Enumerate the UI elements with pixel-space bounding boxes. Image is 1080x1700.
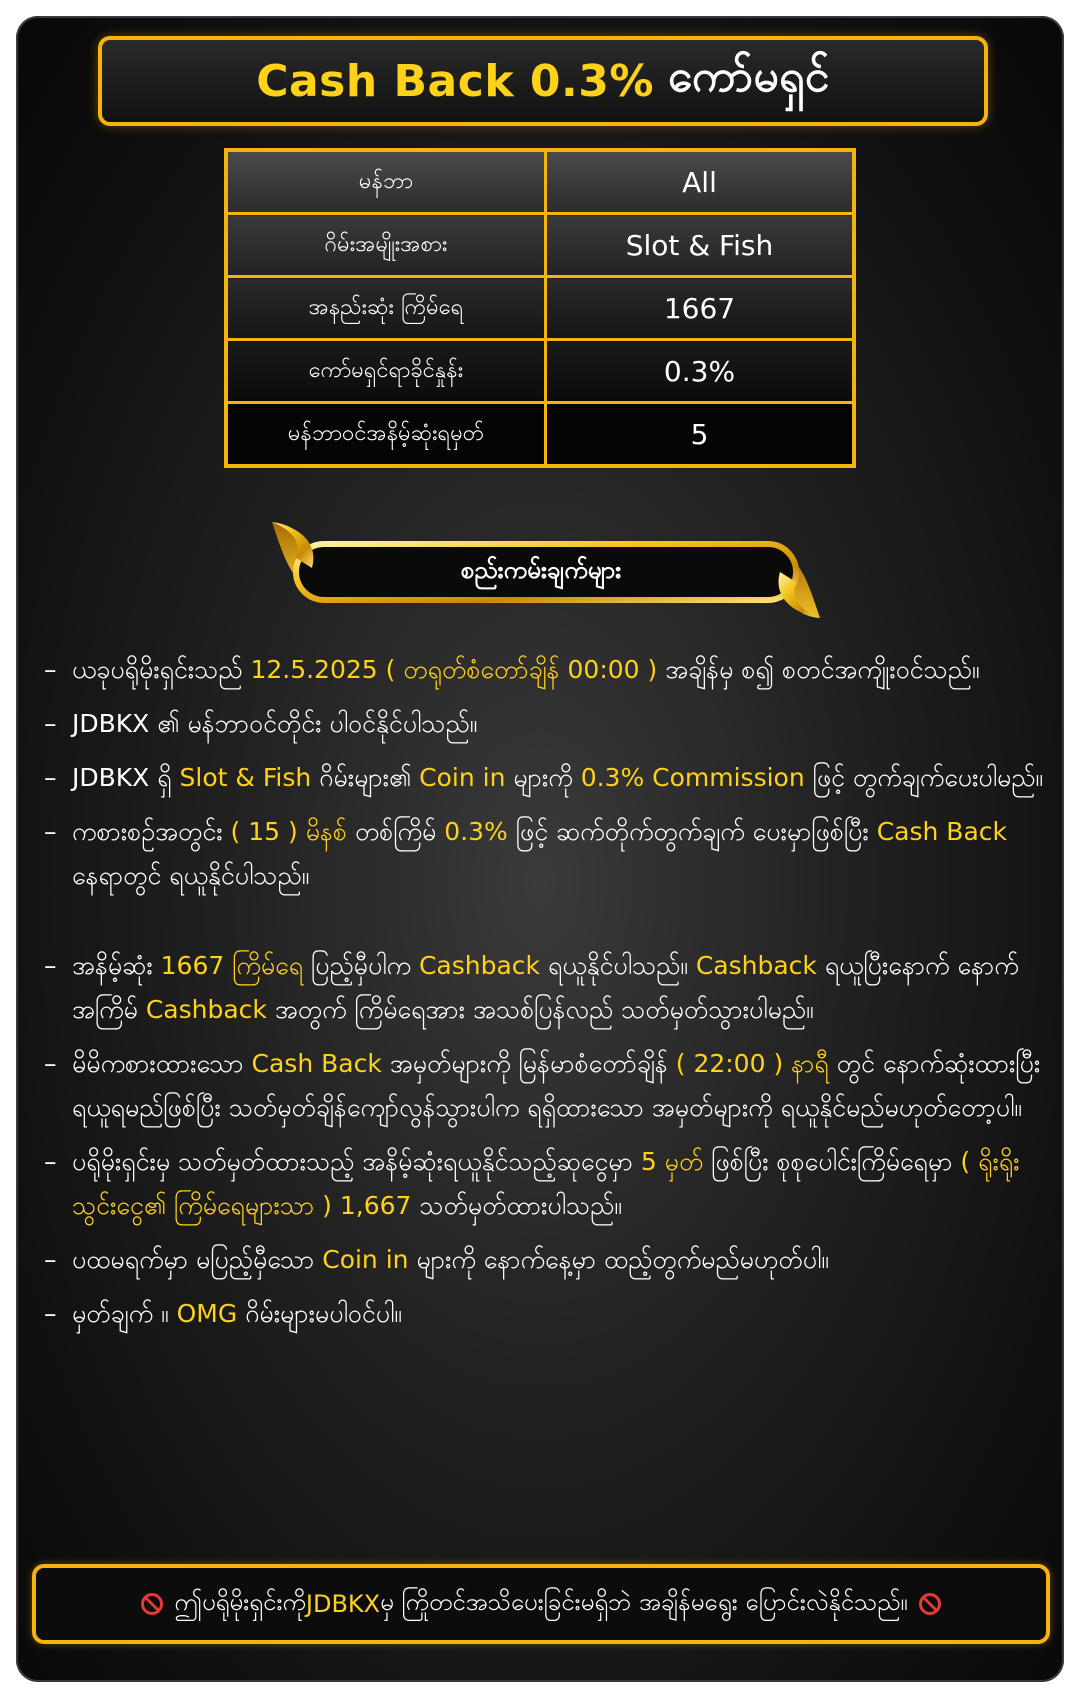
rules-list: [44, 648, 1044, 1346]
rule-text: ပထမရက်မှာ မပြည့်မှီသော: [72, 1245, 323, 1274]
rule-highlight: Cashback: [145, 995, 267, 1024]
rule-text: ပြည့်မှီပါက: [303, 951, 419, 980]
rule-text: JDBKX ၏ မန်ဘာဝင်တိုင်း ပါဝင်နိုင်ပါသည်။: [72, 709, 478, 738]
rule-text: အချိန်မှ စ၍ စတင်အကျိုးဝင်သည်။: [657, 655, 980, 684]
title-highlight: Cash Back 0.3%: [256, 55, 654, 107]
rule-highlight: Cashback: [418, 951, 541, 980]
info-table: [224, 148, 856, 468]
rule-item: [44, 1238, 1044, 1282]
table-row: [226, 150, 854, 214]
rule-highlight: Coin in: [322, 1245, 409, 1274]
table-row: [226, 403, 854, 467]
rule-item: [44, 944, 1044, 1032]
rule-text: တစ်ကြိမ်: [347, 817, 445, 846]
table-value: 1667: [546, 277, 855, 340]
rule-text: ဖြစ်ပြီး စုစုပေါင်းကြိမ်ရေမှာ: [703, 1147, 961, 1176]
rule-highlight: 0.3% Commission: [580, 763, 805, 792]
rule-text: ယခုပရိုမိုးရှင်းသည်: [72, 655, 251, 684]
rule-text: များကို: [505, 763, 581, 792]
rule-highlight: 1667 ကြိမ်ရေ: [160, 951, 304, 980]
ribbon-label: စည်းကမ်းချက်များ: [460, 556, 622, 584]
rule-highlight: Coin in: [419, 763, 506, 792]
rule-highlight: OMG: [176, 1299, 238, 1328]
rule-text: ဂိမ်းများမပါဝင်ပါ။: [237, 1299, 402, 1328]
rule-text: ရယူနိုင်ပါသည်။: [540, 951, 696, 980]
table-label: မန်ဘာဝင်အနိမ့်ဆုံးရမှတ်: [226, 403, 546, 467]
rule-text: မှတ်ချက် ။: [72, 1299, 177, 1328]
rule-text: အနိမ့်ဆုံး: [72, 951, 161, 980]
rule-text: အမှတ်များကို မြန်မာစံတော်ချိန်: [381, 1049, 676, 1078]
rule-text: ရယူပြီးနောက် နောက်အကြိမ်: [72, 951, 1019, 1024]
page-title: [98, 36, 988, 126]
table-label: ကော်မရှင်ရာခိုင်နှုန်း: [226, 340, 546, 403]
table-value: 5: [546, 403, 855, 467]
rule-highlight: Cash Back: [251, 1049, 382, 1078]
rule-highlight: Cash Back: [876, 817, 1008, 846]
notice-text: မှ ကြိုတင်အသိပေးခြင်းမရှိဘဲ အချိန်မရွေး ပြောင်းလဲနိုင်သည်။: [380, 1588, 908, 1616]
rule-text: ကစားစဉ်အတွင်း: [72, 817, 231, 846]
rule-text: တွင် နောက်ဆုံးထားပြီး ရယူရမည်ဖြစ်ပြီး သတ်မှတ်ချိန်ကျော်လွန်သွားပါက ရရှိထားသော အမှတ်များကို ရယူနိုင်မည်မဟုတ်တော့ပါ။: [72, 1049, 1041, 1122]
rule-highlight: 5 မှတ်: [640, 1147, 704, 1176]
table-label: မန်ဘာ: [226, 150, 546, 214]
rule-text: ပရိုမိုးရှင်းမှ သတ်မှတ်ထားသည့် အနိမ့်ဆုံးရယူနိုင်သည့်ဆုငွေမှာ: [72, 1147, 641, 1176]
rule-item: [44, 702, 1044, 746]
notice-banner: [32, 1564, 1050, 1644]
rule-highlight: ( ရိုးရိုးသွင်းငွေ၏ ကြိမ်ရေများသာ ) 1,667: [72, 1147, 1020, 1220]
rule-highlight: Cashback: [695, 951, 817, 980]
rule-text: မိမိကစားထားသော: [72, 1049, 252, 1078]
promotion-card: [16, 16, 1064, 1682]
rule-text: အတွက် ကြိမ်ရေအား အသစ်ပြန်လည် သတ်မှတ်သွားပါမည်။: [266, 995, 814, 1024]
rule-text: များကို နောက်နေ့မှာ ထည့်တွက်မည်မဟုတ်ပါ။: [408, 1245, 829, 1274]
table-label: အနည်းဆုံး ကြိမ်ရေ: [226, 277, 546, 340]
rule-highlight: ( 22:00 ) နာရီ: [675, 1049, 829, 1078]
rule-text: ဖြင့် တွက်ချက်ပေးပါမည်။: [804, 763, 1043, 792]
notice-highlight: JDBKX: [305, 1590, 381, 1618]
rule-text: JDBKX ရှိ: [72, 763, 180, 792]
prohibited-icon: [140, 1592, 164, 1616]
prohibited-icon: [918, 1592, 942, 1616]
rule-text: သတ်မှတ်ထားပါသည်။: [411, 1191, 622, 1220]
rule-text: နေရာတွင် ရယူနိုင်ပါသည်။: [72, 861, 310, 890]
rule-item: [44, 1042, 1044, 1130]
rule-highlight: 12.5.2025 ( တရုတ်စံတော်ချိန် 00:00 ): [250, 655, 658, 684]
rule-item: [44, 756, 1044, 800]
title-text: ကော်မရှင်: [667, 51, 830, 102]
table-value: 0.3%: [546, 340, 855, 403]
table-row: [226, 214, 854, 277]
rule-text: ဂိမ်းများ၏: [311, 763, 420, 792]
rule-highlight: ( 15 ) မိနစ်: [230, 817, 347, 846]
notice-text: ဤပရိုမိုးရှင်းကို: [174, 1588, 306, 1616]
table-row: [226, 277, 854, 340]
table-value: All: [546, 150, 855, 214]
rule-item: [44, 810, 1044, 898]
table-row: [226, 340, 854, 403]
rule-text: ဖြင့် ဆက်တိုက်တွက်ချက် ပေးမှာဖြစ်ပြီး: [507, 817, 877, 846]
table-value: Slot & Fish: [546, 214, 855, 277]
rule-highlight: 0.3%: [444, 817, 508, 846]
rule-item: [44, 648, 1044, 692]
table-label: ဂိမ်းအမျိုးအစား: [226, 214, 546, 277]
rule-item: [44, 1292, 1044, 1336]
rule-highlight: Slot & Fish: [179, 763, 312, 792]
rule-item: [44, 1140, 1044, 1228]
